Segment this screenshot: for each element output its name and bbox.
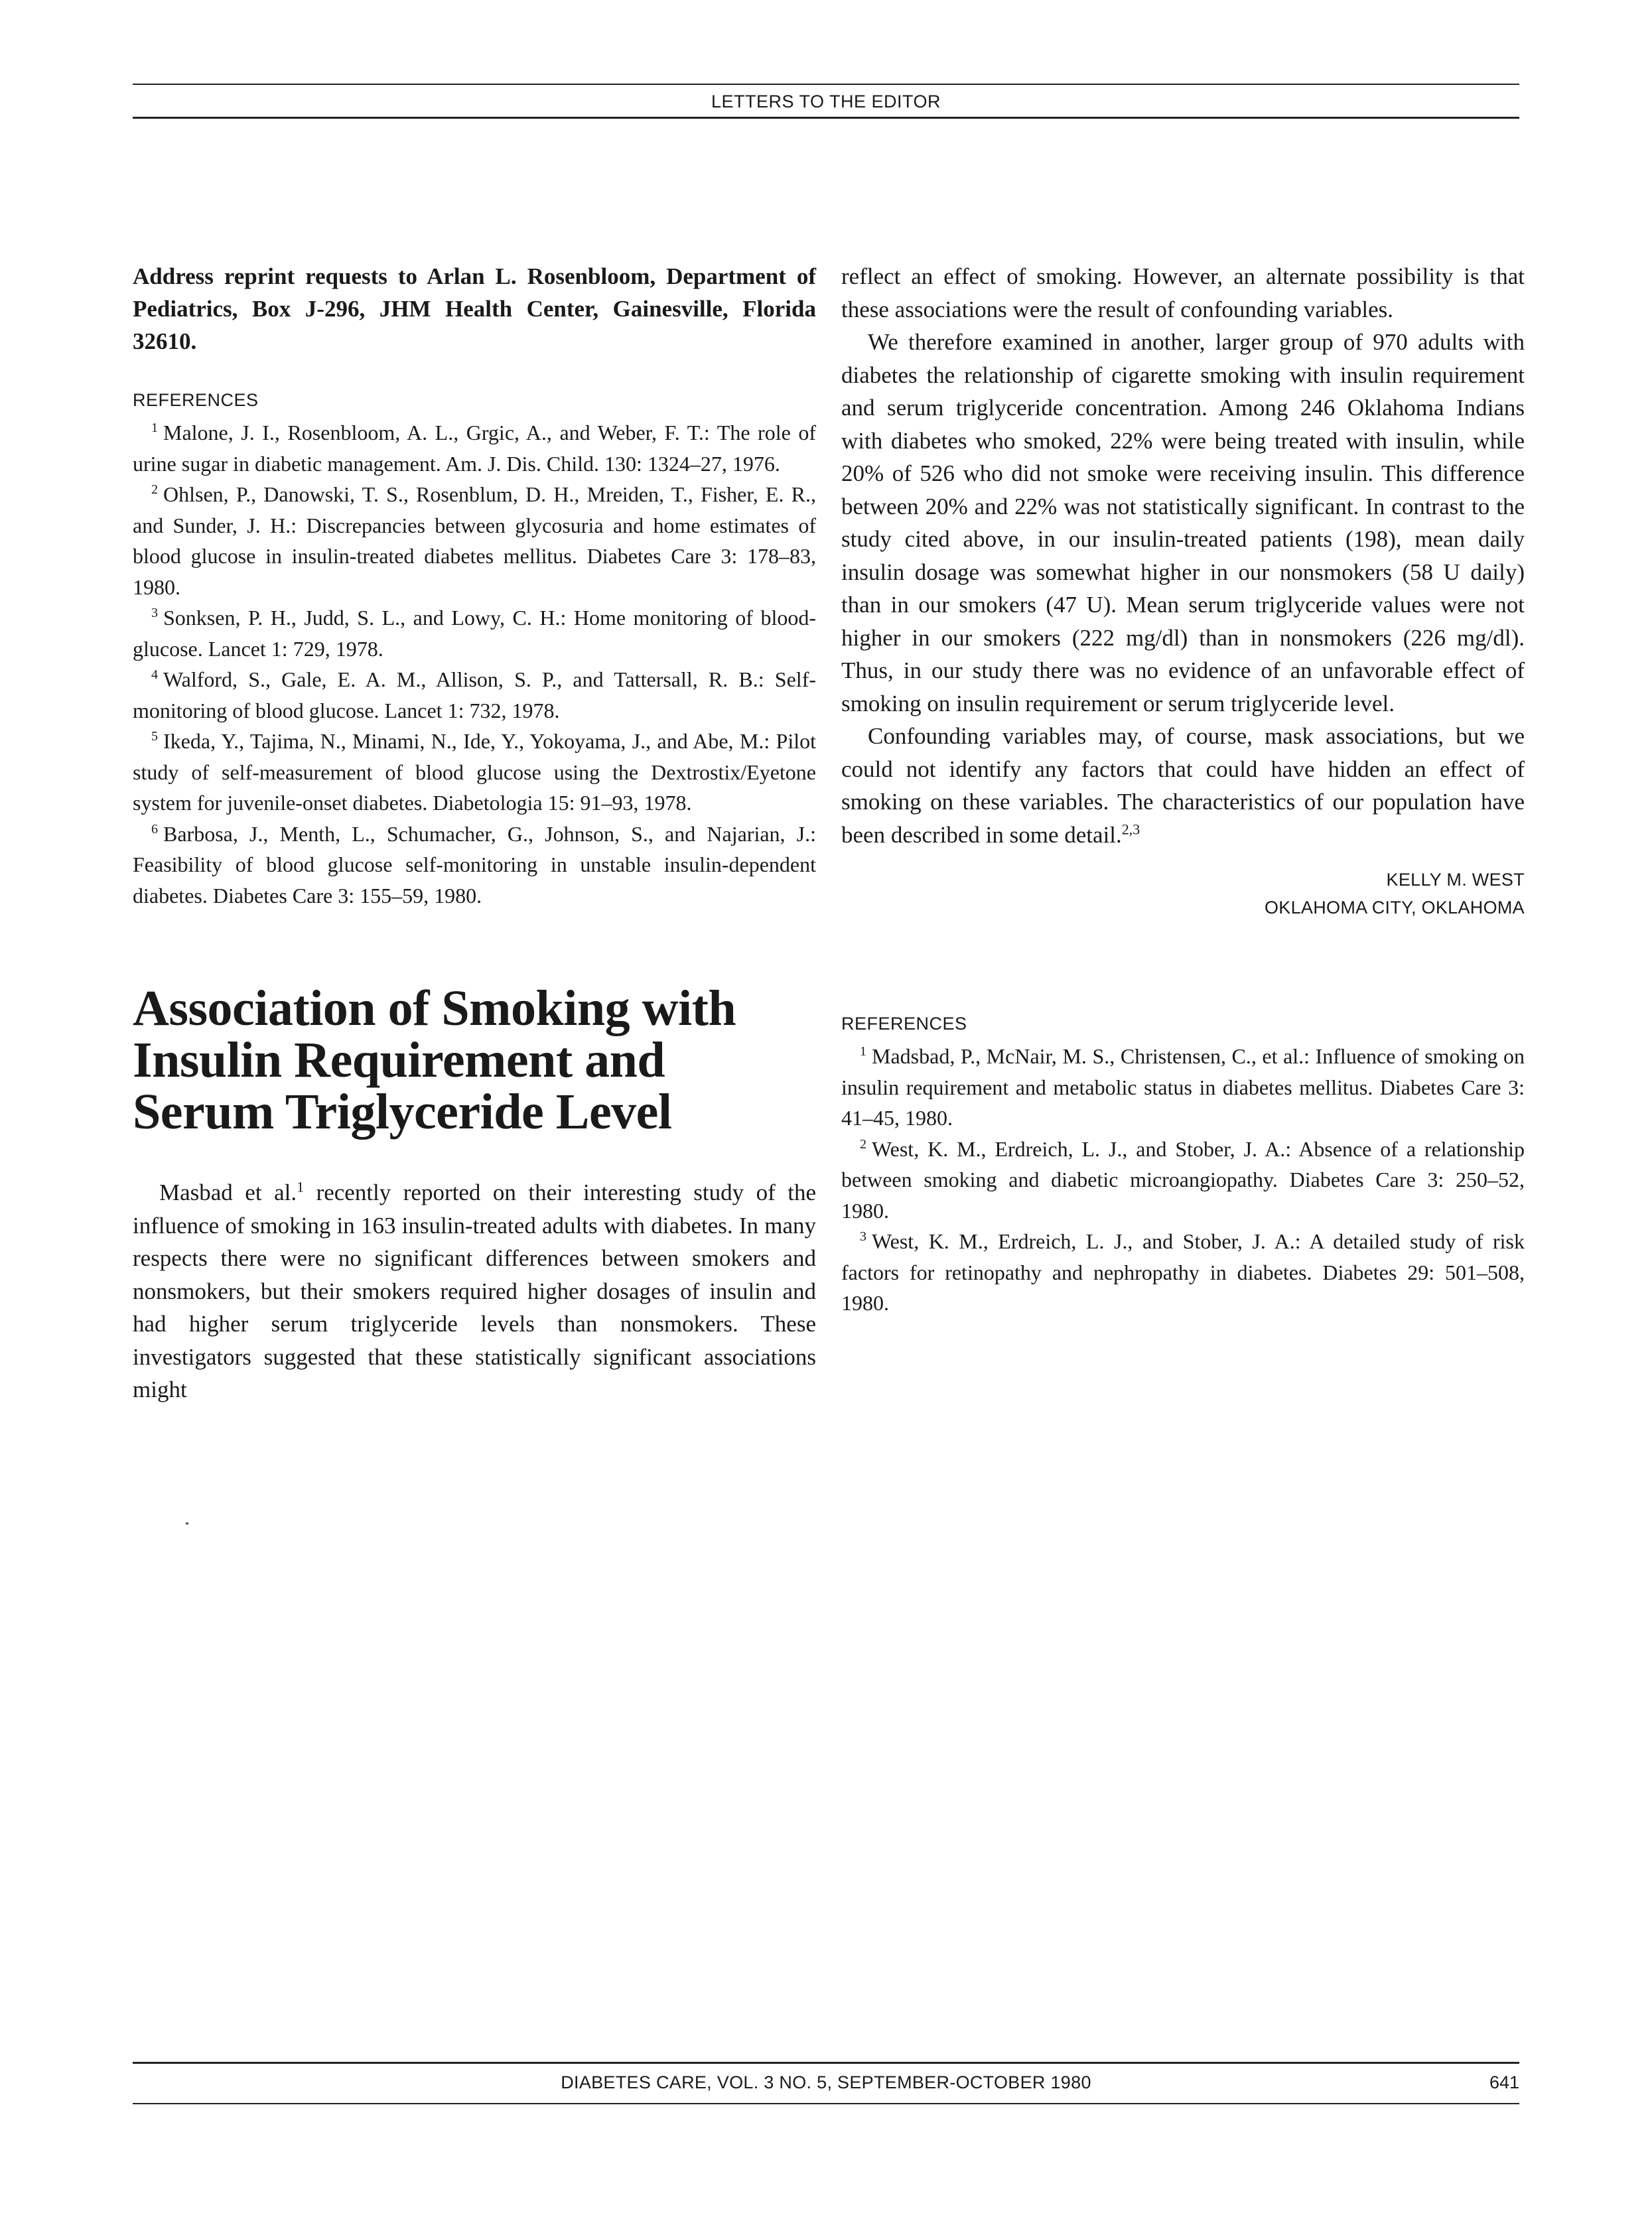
reference-item [133, 479, 816, 602]
header-rule-bottom [133, 117, 1519, 119]
right-references [841, 1010, 1525, 1319]
reference-item [133, 726, 816, 819]
reference-item [841, 1041, 1525, 1134]
reference-number: 3 [151, 606, 158, 621]
page-number: 641 [1489, 2072, 1519, 2092]
body-paragraph: We therefore examined in another, larger group of 970 adults with diabetes the relationship of cigarette smoking with insulin requirement and serum triglyceride concentration. Among 246 Oklahoma Indians with diabetes who smoked, 22% were being treated with insulin, while 20% of 526 who did not smoke were receiving insulin. This difference between 20% and 22% was not statistically significant. In contrast to the study cited above, in our insulin-treated patients (198), mean daily insulin dosage was somewhat higher in our nonsmokers (58 U daily) than in our smokers (47 U). Mean serum triglyceride values were not higher in our smokers (222 mg/dl) than in nonsmokers (226 mg/dl). Thus, in our study there was no evidence of an unfavorable effect of smoking on insulin requirement or serum triglyceride level. [841, 329, 1525, 716]
reference-text: Ohlsen, P., Danowski, T. S., Rosenblum, D. H., Mreiden, T., Fisher, E. R., and Sunder, J. H.: Discrepancies between glycosuria and home estimates of blood glucose in insulin-treated diabetes mellitus. Diabetes Care 3: 178–83, 1980. [133, 482, 816, 599]
reference-text: Malone, J. I., Rosenbloom, A. L., Grgic, A., and Weber, F. T.: The role of urine sugar in diabetic management. Am. J. Dis. Child. 130: 1324–27, 1976. [133, 421, 816, 476]
body-paragraph [133, 1176, 816, 1406]
body-text: Confounding variables may, of course, mask associations, but we could not identify any factors that could have hidden an effect of smoking on these variables. The characteristics of our population have been described in some detail. [841, 723, 1525, 848]
signature-name: KELLY M. WEST [1386, 870, 1525, 890]
reference-number: 1 [860, 1044, 866, 1059]
reference-text: Madsbad, P., McNair, M. S., Christensen, C., et al.: Influence of smoking on insulin requirement and metabolic status in diabetes mellitus. Diabetes Care 3: 41–45, 1980. [841, 1044, 1525, 1130]
reference-item [133, 602, 816, 664]
reference-number: 1 [151, 421, 158, 436]
signature-location: OKLAHOMA CITY, OKLAHOMA [1264, 898, 1525, 917]
right-column [841, 260, 1525, 1319]
reference-item [841, 1134, 1525, 1227]
body-paragraph-continuation: reflect an effect of smoking. However, an alternate possibility is that these associations were the result of confounding variables. [841, 263, 1525, 322]
scan-speck [186, 1522, 188, 1524]
footer-rule-top [133, 2062, 1519, 2064]
reference-item [133, 417, 816, 479]
page-footer [133, 2072, 1519, 2099]
references-heading: REFERENCES [133, 390, 259, 410]
footer-rule-bottom [133, 2103, 1519, 2104]
reference-text: West, K. M., Erdreich, L. J., and Stober, J. A.: A detailed study of risk factors for retinopathy and nephropathy in diabetes. Diabetes 29: 501–508, 1980. [841, 1229, 1525, 1315]
reprint-address: Address reprint requests to Arlan L. Rosenbloom, Department of Pediatrics, Box J-296, JHM Health Center, Gainesville, Florida 32610. [133, 263, 816, 354]
body-text: recently reported on their interesting study of the influence of smoking in 163 insulin-treated adults with diabetes. In many respects there were no significant differences between smokers and nonsmokers, but their smokers required higher dosages of insulin and had higher serum triglyceride levels than nonsmokers. These investigators suggested that these statistically significant associations might [133, 1180, 817, 1402]
header-rule-top [133, 84, 1519, 85]
left-column [133, 260, 816, 1406]
reference-list [841, 1041, 1525, 1319]
article-title: Association of Smoking with Insulin Requirement and Serum Triglyceride Level [133, 980, 736, 1140]
references-heading: REFERENCES [841, 1014, 967, 1034]
reference-item [133, 819, 816, 912]
citation-superscript: 2,3 [1121, 820, 1140, 837]
reference-item [841, 1226, 1525, 1319]
reference-text: West, K. M., Erdreich, L. J., and Stober, J. A.: Absence of a relationship between smoking and diabetic microangiopathy. Diabetes Care 3: 250–52, 1980. [841, 1136, 1525, 1223]
body-paragraph [841, 720, 1525, 851]
reference-text: Ikeda, Y., Tajima, N., Minami, N., Ide, Y., Yokoyama, J., and Abe, M.: Pilot study of self-measurement of blood glucose using the Dextrostix/Eyetone system for juvenile-onset diabetes. Diabetologia 15: 91–93, 1978. [133, 729, 816, 815]
reference-number: 4 [151, 667, 158, 683]
reference-list [133, 417, 816, 911]
footer-journal-citation: DIABETES CARE, VOL. 3 NO. 5, SEPTEMBER-OCTOBER 1980 [561, 2072, 1091, 2092]
reference-number: 5 [151, 729, 158, 744]
reference-number: 6 [151, 821, 158, 837]
reference-number: 2 [860, 1136, 866, 1152]
author-signature [841, 866, 1525, 921]
reference-item [133, 664, 816, 726]
citation-superscript: 1 [297, 1178, 305, 1195]
reference-text: Sonksen, P. H., Judd, S. L., and Lowy, C. H.: Home monitoring of blood-glucose. Lancet 1: 729, 1978. [133, 606, 816, 661]
body-text: Masbad et al. [159, 1180, 297, 1205]
reference-text: Walford, S., Gale, E. A. M., Allison, S. P., and Tattersall, R. B.: Self-monitoring of blood glucose. Lancet 1: 732, 1978. [133, 667, 816, 722]
reference-number: 2 [151, 482, 158, 498]
reference-number: 3 [860, 1229, 866, 1245]
running-head: LETTERS TO THE EDITOR [711, 92, 941, 111]
reference-text: Barbosa, J., Menth, L., Schumacher, G., Johnson, S., and Najarian, J.: Feasibility of blood glucose self-monitoring in unstable insulin-dependent diabetes. Diabetes Care 3: 155–59, 1980. [133, 821, 816, 908]
